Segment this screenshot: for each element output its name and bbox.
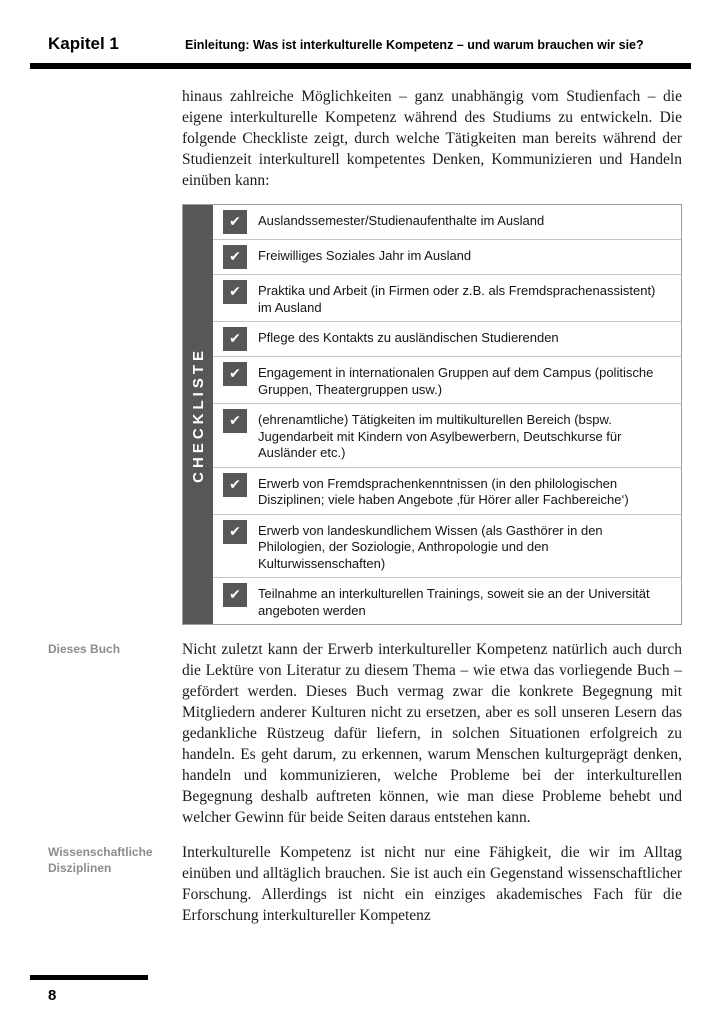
body-column (182, 86, 682, 191)
checkmark-icon: ✔ (223, 583, 247, 607)
footer-rule (30, 975, 148, 980)
checklist-item (213, 468, 681, 515)
checklist-section (0, 204, 721, 625)
body-column (182, 204, 682, 625)
paragraph-wissenschaftliche-disziplinen: Interkulturelle Kompetenz ist nicht nur eine Fähigkeit, die wir im Alltag einüben und alltäglich brauchen. Sie ist auch ein Gegenstand wissenschaftlicher Forschung. Allerdings ist nicht ein einziges akademisches Fach für die Erforschung interkultureller Kompetenz (182, 844, 682, 924)
margin-column (0, 86, 182, 191)
checkmark-icon: ✔ (223, 245, 247, 269)
checklist-item (213, 322, 681, 357)
checklist-item (213, 578, 681, 624)
checklist-item-text: Engagement in internationalen Gruppen auf dem Campus (politische Gruppen, Theatergruppen usw.) (258, 365, 654, 397)
checklist-item (213, 240, 681, 275)
intro-section (0, 86, 721, 191)
checklist-item-text: (ehrenamtliche) Tätigkeiten im multikulturellen Bereich (bspw. Jugendarbeit mit Kindern von Asylbewerbern, Deutschkurse für Ausländer etc.) (258, 412, 622, 460)
intro-paragraph: hinaus zahlreiche Möglichkeiten – ganz unabhängig vom Studienfach – die eigene interkulturelle Kompetenz während des Studiums zu entwickeln. Die folgende Checkliste zeigt, durch welche Tätigkeiten man bereits während der Studienzeit interkulturell kompetentes Denken, Kommunizieren und Handeln einüben kann: (182, 88, 682, 189)
checklist-item (213, 205, 681, 240)
body-column (182, 842, 682, 926)
checklist-item-text: Erwerb von Fremdsprachenkenntnissen (in den philologischen Disziplinen; viele haben Angebote ‚für Hörer aller Fachbereiche‘) (258, 475, 629, 507)
margin-label-wissenschaftliche-disziplinen: Wissenschaftliche Disziplinen (48, 845, 153, 875)
checkmark-icon: ✔ (223, 280, 247, 304)
checkmark-icon: ✔ (223, 362, 247, 386)
checkmark-icon: ✔ (223, 473, 247, 497)
checklist-item (213, 357, 681, 404)
checklist-item (213, 515, 681, 579)
checkmark-icon: ✔ (223, 210, 247, 234)
checklist-items (213, 205, 681, 624)
checklist-item (213, 275, 681, 322)
margin-column (0, 842, 182, 926)
checklist-item-text: Auslandssemester/Studienaufenthalte im Ausland (258, 213, 545, 228)
checklist-item-text: Pflege des Kontakts zu ausländischen Studierenden (258, 330, 559, 345)
page-number: 8 (48, 987, 57, 1004)
checklist-vertical-label: CHECKLISTE (189, 346, 207, 483)
margin-label-dieses-buch: Dieses Buch (48, 642, 121, 656)
margin-column (0, 639, 182, 828)
checkmark-icon: ✔ (223, 409, 247, 433)
page-footer (0, 975, 721, 1020)
chapter-label: Kapitel 1 (48, 34, 119, 53)
checkmark-icon: ✔ (223, 520, 247, 544)
header-rule (30, 63, 691, 69)
checklist-box (182, 204, 682, 625)
checklist-item-text: Praktika und Arbeit (in Firmen oder z.B. als Fremdsprachenassistent) im Ausland (258, 283, 656, 315)
chapter-title: Einleitung: Was ist interkulturelle Kompetenz – und warum brauchen wir sie? (185, 38, 644, 52)
body-column (182, 639, 682, 828)
page-header (0, 34, 721, 54)
checklist-item-text: Teilnahme an interkulturellen Trainings, soweit sie an der Universität angeboten werden (258, 586, 650, 618)
paragraph-dieses-buch: Nicht zuletzt kann der Erwerb interkultureller Kompetenz natürlich auch durch die Lektüre von Literatur zu diesem Thema – wie etwa das vorliegende Buch – gefördert werden. Dieses Buch vermag zwar die konkrete Begegnung mit Mitgliedern anderer Kulturen nicht zu ersetzen, aber es soll unseren Lesern das gedankliche Rüstzeug dafür liefern, in solchen Situationen erfolgreich zu handeln. Es geht darum, zu erkennen, warum Menschen kulturgeprägt denken, handeln und kommunizieren, welche Probleme bei der interkulturellen Begegnung deshalb auftreten können, wie man diese Probleme behebt und welcher Gewinn für beide Seiten daraus entstehen kann. (182, 641, 682, 826)
checkmark-icon: ✔ (223, 327, 247, 351)
checklist-item-text: Erwerb von landeskundlichem Wissen (als Gasthörer in den Philologien, der Soziologie, Anthropologie und den Kulturwissenschaften) (258, 522, 603, 571)
checklist-item (213, 404, 681, 468)
checklist-sidebar (183, 205, 213, 624)
checklist-item-text: Freiwilliges Soziales Jahr im Ausland (258, 248, 472, 263)
margin-column (0, 204, 182, 625)
section-dieses-buch (0, 639, 721, 828)
section-wissenschaftliche-disziplinen (0, 842, 721, 926)
